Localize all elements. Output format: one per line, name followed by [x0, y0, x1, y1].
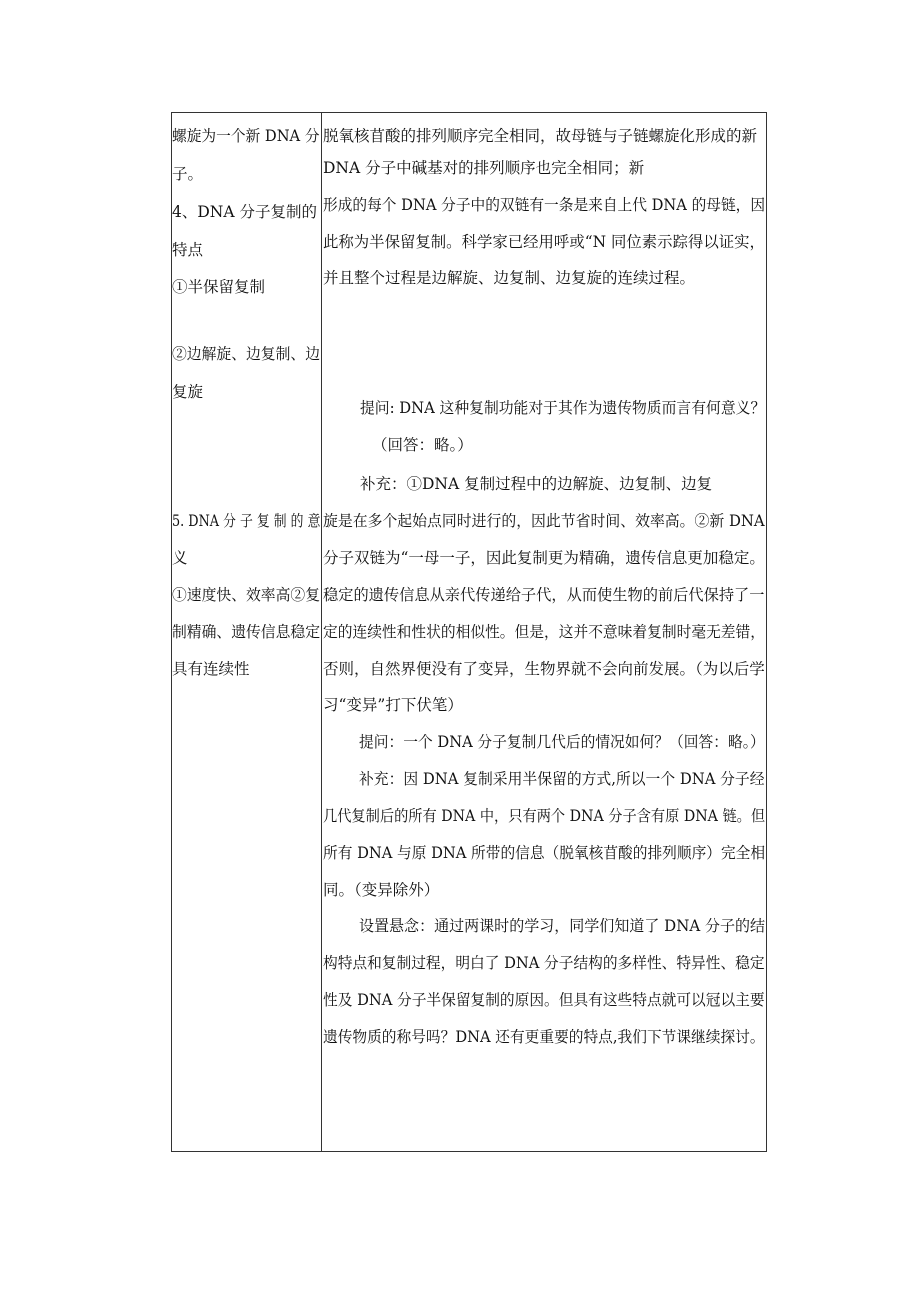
left-line: 复旋 [172, 383, 204, 401]
right-line: 设置悬念：通过两课时的学习，同学们知道了 DNA 分子的结 [359, 917, 766, 935]
left-line: 5. DNA 分 子 复 制 的 意 [172, 512, 321, 530]
right-line: 定的连续性和性状的相似性。但是，这并不意味着复制时毫无差错， [323, 623, 766, 641]
left-line: 具有连续性 [172, 660, 250, 678]
right-line: 脱氧核苜酸的排列顺序完全相同，故母链与子链螺旋化形成的新 [323, 127, 758, 145]
right-line: 否则，自然界便没有了变异，生物界就不会向前发展。（为以后学 [323, 660, 765, 678]
right-line: 旋是在多个起始点同时进行的，因此节省时间、效率高。②新 DNA [323, 512, 765, 530]
right-line: 构特点和复制过程，明白了 DNA 分子结构的多样性、特异性、稳定 [323, 954, 765, 972]
right-line: DNA 分子中碱基对的排列顺序也完全相同；新 [323, 159, 645, 177]
right-line: 所有 DNA 与原 DNA 所带的信息（脱氧核苜酸的排列顺序）完全相 [323, 844, 766, 862]
left-line: 义 [172, 549, 188, 567]
right-line: 并且整个过程是边解旋、边复制、边复旋的连续过程。 [323, 269, 696, 287]
right-line: 同。（变异除外） [323, 881, 440, 899]
right-line: 性及 DNA 分子半保留复制的原因。但具有这些特点就可以冠以主要 [323, 991, 765, 1009]
right-line: （回答：略。） [372, 436, 473, 454]
right-line: 稳定的遗传信息从亲代传递给子代，从而使生物的前后代保持了一 [323, 586, 765, 604]
right-line: 补充：因 DNA 复制采用半保留的方式,所以一个 DNA 分子经 [359, 770, 765, 788]
right-line: 形成的每个 DNA 分子中的双链有一条是来自上代 DNA 的母链，因 [323, 196, 766, 214]
left-line: 子。 [172, 165, 204, 183]
right-line: 几代复制后的所有 DNA 中，只有两个 DNA 分子含有原 DNA 链。但 [323, 807, 766, 825]
right-line: 遗传物质的称号吗？DNA 还有更重要的特点,我们下节课继续探讨。 [323, 1028, 765, 1046]
right-line: 补充：①DNA 复制过程中的边解旋、边复制、边复 [360, 475, 713, 493]
left-line: ①速度快、效率高②复 [172, 586, 321, 604]
right-line: 习“变异”打下伏笔） [323, 696, 463, 714]
left-line: ②边解旋、边复制、边 [172, 345, 321, 363]
left-line: 4、DNA 分子复制的 [172, 203, 317, 221]
right-line: 分子双链为“一母一子，因此复制更为精确，遗传信息更加稳定。 [323, 549, 765, 567]
right-line: 此称为半保留复制。科学家已经用呼或“N 同位素示踪得以证实， [323, 233, 765, 251]
left-line: 螺旋为一个新 DNA 分 [172, 127, 320, 145]
left-line: 特点 [172, 241, 204, 259]
right-line: 提问：一个 DNA 分子复制几代后的情况如何？（回答：略。） [359, 733, 765, 751]
left-line: 制精确、遗传信息稳定 [172, 623, 321, 641]
column-divider [321, 112, 322, 1152]
left-line: ①半保留复制 [172, 278, 266, 296]
right-line: 提问: DNA 这种复制功能对于其作为遗传物质而言有何意义？ [360, 399, 766, 417]
